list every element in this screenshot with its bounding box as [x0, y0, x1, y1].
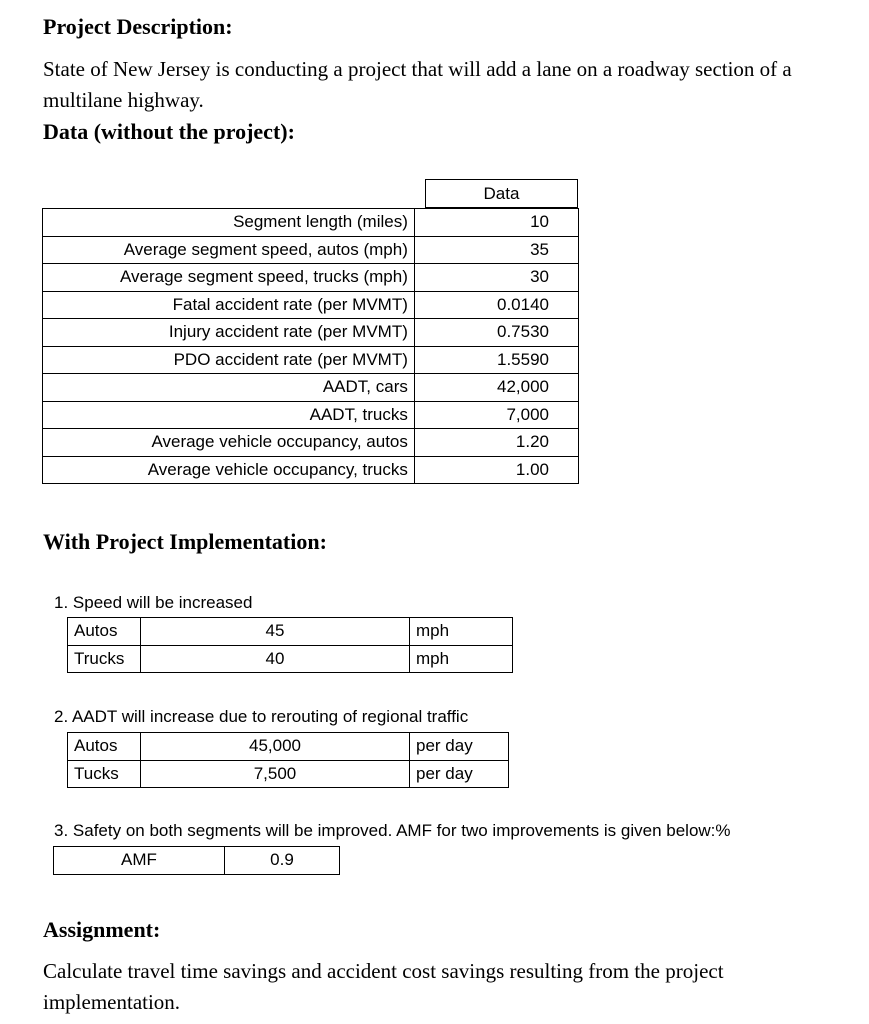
aadt-table [67, 732, 509, 788]
speed-row [68, 618, 513, 646]
aadt-unit: per day [410, 733, 509, 761]
aadt-list-title: 2. AADT will increase due to rerouting of regional traffic [54, 707, 469, 726]
data-row [43, 456, 579, 484]
data-row-label: Average segment speed, trucks (mph) [43, 264, 415, 292]
project-description-heading: Project Description: [43, 14, 233, 39]
data-row [43, 346, 579, 374]
data-row [43, 264, 579, 292]
data-row [43, 236, 579, 264]
data-row [43, 374, 579, 402]
data-row [43, 291, 579, 319]
aadt-unit: per day [410, 760, 509, 788]
data-row-label: Segment length (miles) [43, 209, 415, 237]
data-row-label: Fatal accident rate (per MVMT) [43, 291, 415, 319]
amf-value: 0.9 [225, 847, 340, 875]
assignment-text: Calculate travel time savings and accident cost savings resulting from the project implementation. [43, 959, 724, 1014]
data-row-label: AADT, trucks [43, 401, 415, 429]
data-row [43, 401, 579, 429]
data-row-label: Average vehicle occupancy, autos [43, 429, 415, 457]
data-row [43, 429, 579, 457]
data-row-label: Injury accident rate (per MVMT) [43, 319, 415, 347]
data-row-value: 0.7530 [414, 319, 578, 347]
amf-table [53, 846, 340, 875]
safety-list-title: 3. Safety on both segments will be improved. AMF for two improvements is given below:% [54, 821, 731, 840]
amf-row [54, 847, 340, 875]
speed-value: 45 [141, 618, 410, 646]
speed-unit: mph [410, 645, 513, 673]
speed-label: Trucks [68, 645, 141, 673]
amf-label: AMF [54, 847, 225, 875]
aadt-value: 7,500 [141, 760, 410, 788]
data-row-label: Average segment speed, autos (mph) [43, 236, 415, 264]
aadt-row [68, 760, 509, 788]
data-row-value: 1.5590 [414, 346, 578, 374]
aadt-label: Tucks [68, 760, 141, 788]
data-row-label: AADT, cars [43, 374, 415, 402]
data-without-project-heading: Data (without the project): [43, 119, 295, 144]
assignment-heading: Assignment: [43, 917, 161, 942]
speed-list-title: 1. Speed will be increased [54, 593, 253, 612]
data-column-header: Data [425, 179, 578, 208]
data-row-label: Average vehicle occupancy, trucks [43, 456, 415, 484]
speed-unit: mph [410, 618, 513, 646]
data-row-value: 10 [414, 209, 578, 237]
speed-row [68, 645, 513, 673]
data-table [42, 208, 579, 484]
aadt-row [68, 733, 509, 761]
aadt-label: Autos [68, 733, 141, 761]
data-row-value: 1.20 [414, 429, 578, 457]
speed-value: 40 [141, 645, 410, 673]
with-project-heading: With Project Implementation: [43, 529, 327, 554]
speed-table [67, 617, 513, 673]
data-row-value: 30 [414, 264, 578, 292]
data-row-value: 35 [414, 236, 578, 264]
data-row [43, 319, 579, 347]
speed-label: Autos [68, 618, 141, 646]
data-row-value: 42,000 [414, 374, 578, 402]
aadt-value: 45,000 [141, 733, 410, 761]
data-row-value: 7,000 [414, 401, 578, 429]
data-row-value: 0.0140 [414, 291, 578, 319]
project-description-text: State of New Jersey is conducting a project that will add a lane on a roadway section of a multilane highway. [43, 57, 792, 112]
data-row-value: 1.00 [414, 456, 578, 484]
data-row-label: PDO accident rate (per MVMT) [43, 346, 415, 374]
data-row [43, 209, 579, 237]
